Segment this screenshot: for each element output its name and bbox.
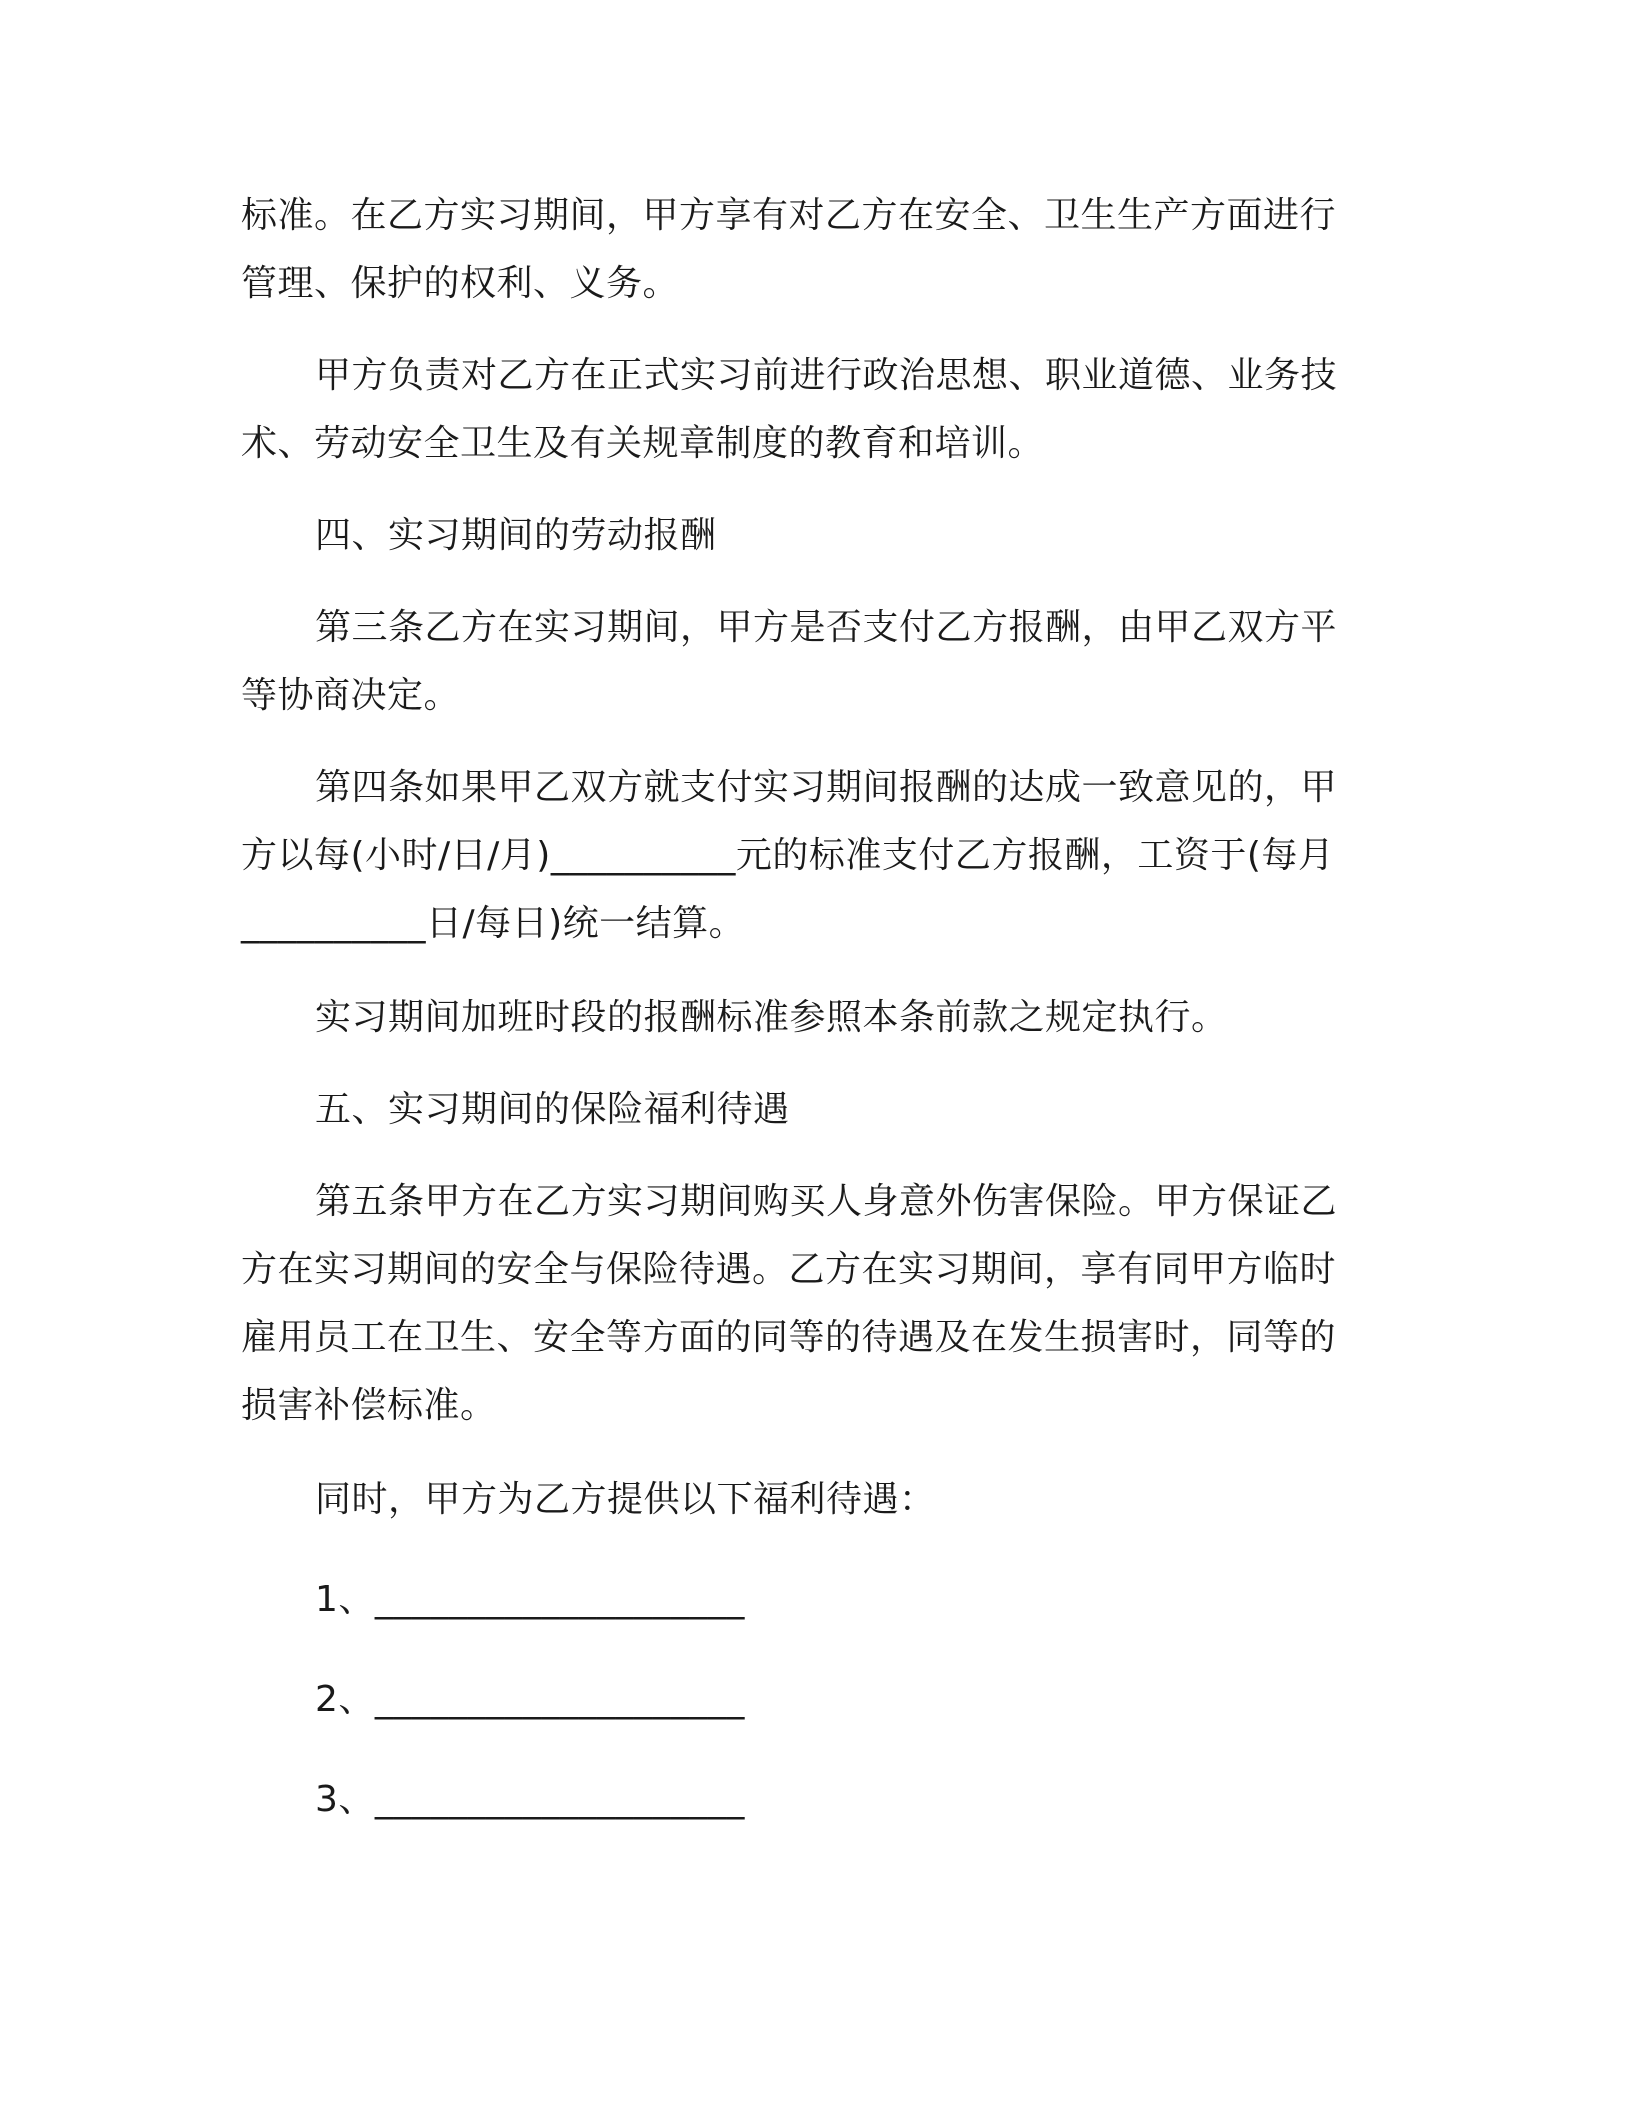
benefit-item-1 <box>241 1566 1353 1634</box>
paragraph-safety-rights <box>241 182 1353 318</box>
paragraph-training <box>241 342 1353 478</box>
paragraph-article-3 <box>241 594 1353 730</box>
text-line: 1、____________________ <box>315 1579 745 1620</box>
text-line: 等协商决定。 <box>241 675 461 716</box>
section-heading-compensation <box>241 502 1353 570</box>
text-line: 术、劳动安全卫生及有关规章制度的教育和培训。 <box>241 423 1045 464</box>
text-line: 损害补偿标准。 <box>241 1385 497 1426</box>
benefit-item-3 <box>241 1766 1353 1834</box>
text-line: 方以每(小时/日/月)__________元的标准支付乙方报酬，工资于(每月 <box>241 835 1335 876</box>
text-line: 2、____________________ <box>315 1679 745 1720</box>
text-line: 雇用员工在卫生、安全等方面的同等的待遇及在发生损害时，同等的 <box>241 1317 1337 1358</box>
benefit-item-2 <box>241 1666 1353 1734</box>
text-line: 管理、保护的权利、义务。 <box>241 263 680 304</box>
text-line: 方在实习期间的安全与保险待遇。乙方在实习期间，享有同甲方临时 <box>241 1249 1337 1290</box>
paragraph-article-5 <box>241 1168 1353 1440</box>
section-heading-insurance <box>241 1076 1353 1144</box>
text-line: 同时，甲方为乙方提供以下福利待遇： <box>315 1479 936 1520</box>
text-line: 第五条甲方在乙方实习期间购买人身意外伤害保险。甲方保证乙 <box>315 1181 1338 1222</box>
text-line: 四、实习期间的劳动报酬 <box>315 515 717 556</box>
text-line: 第三条乙方在实习期间，甲方是否支付乙方报酬，由甲乙双方平 <box>315 607 1338 648</box>
text-line: 3、____________________ <box>315 1779 745 1820</box>
text-line: 标准。在乙方实习期间，甲方享有对乙方在安全、卫生生产方面进行 <box>241 195 1337 236</box>
text-line: __________日/每日)统一结算。 <box>241 903 746 944</box>
paragraph-benefits-intro <box>241 1466 1353 1534</box>
text-line: 甲方负责对乙方在正式实习前进行政治思想、职业道德、业务技 <box>315 355 1338 396</box>
paragraph-article-4 <box>241 754 1353 958</box>
text-line: 第四条如果甲乙双方就支付实习期间报酬的达成一致意见的，甲 <box>315 767 1338 808</box>
text-line: 五、实习期间的保险福利待遇 <box>315 1089 790 1130</box>
text-line: 实习期间加班时段的报酬标准参照本条前款之规定执行。 <box>315 997 1228 1038</box>
paragraph-overtime <box>241 984 1353 1052</box>
